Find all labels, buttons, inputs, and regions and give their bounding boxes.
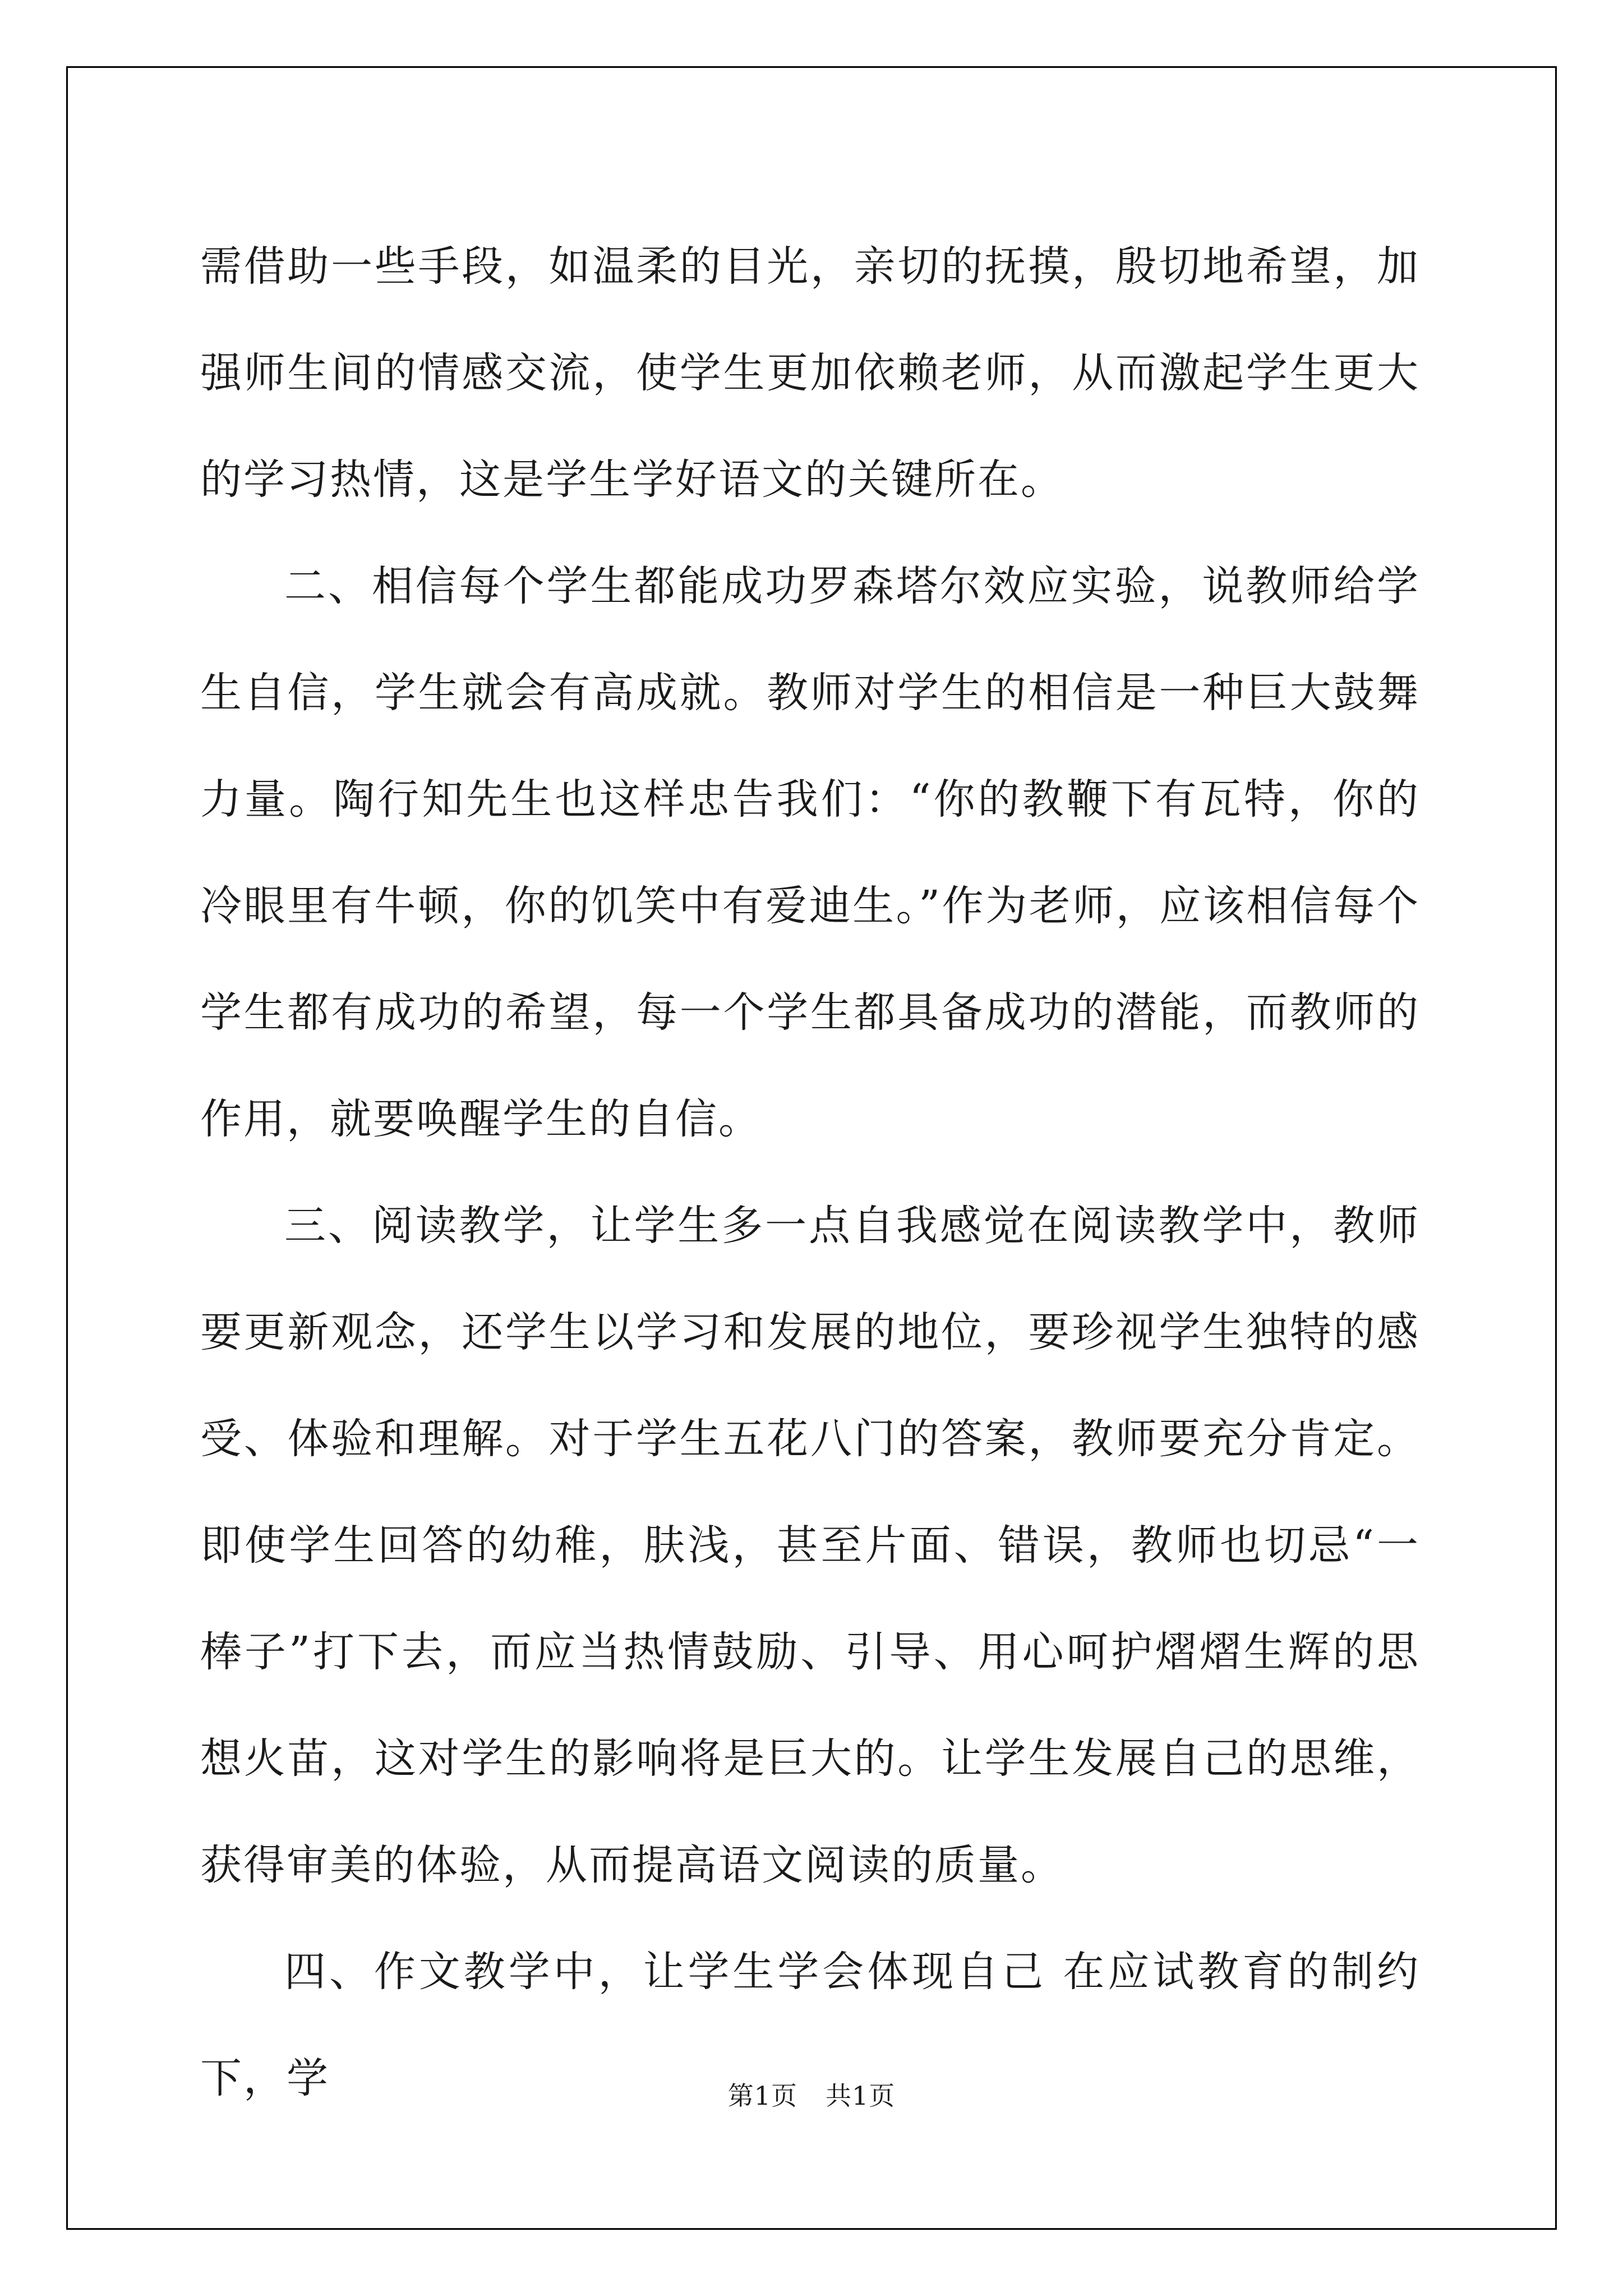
paragraph-2: 二、相信每个学生都能成功罗森塔尔效应实验，说教师给学生自信，学生就会有高成就。教师对学生的相信是一种巨大鼓舞力量。陶行知先生也这样忠告我们：“你的教鞭下有瓦特，你的冷眼里有牛顿，你的饥笑中有爱迪生。”作为老师，应该相信每个学生都有成功的希望，每一个学生都具备成功的潜能，而教师的作用，就要唤醒学生的自信。 [200,562,1420,1143]
document-body [200,213,1420,2132]
page-footer [0,2076,1623,2113]
paragraph-1: 需借助一些手段，如温柔的目光，亲切的抚摸，殷切地希望，加强师生间的情感交流，使学生更加依赖老师，从而激起学生更大的学习热情，这是学生学好语文的关键所在。 [200,242,1420,504]
page-total: 共1页 [826,2081,896,2111]
paragraph-4: 四、作文教学中，让学生学会体现自己 在应试教育的制约下，学 [200,1948,1420,2102]
page-number: 第1页 [727,2081,797,2111]
paragraph-3: 三、阅读教学，让学生多一点自我感觉在阅读教学中，教师要更新观念，还学生以学习和发展的地位，要珍视学生独特的感受、体验和理解。对于学生五花八门的答案，教师要充分肯定。即使学生回答的幼稚，肤浅，甚至片面、错误，教师也切忌“一棒子”打下去，而应当热情鼓励、引导、用心呵护熠熠生辉的思想火苗，这对学生的影响将是巨大的。让学生发展自己的思维，获得审美的体验，从而提高语文阅读的质量。 [200,1202,1420,1889]
